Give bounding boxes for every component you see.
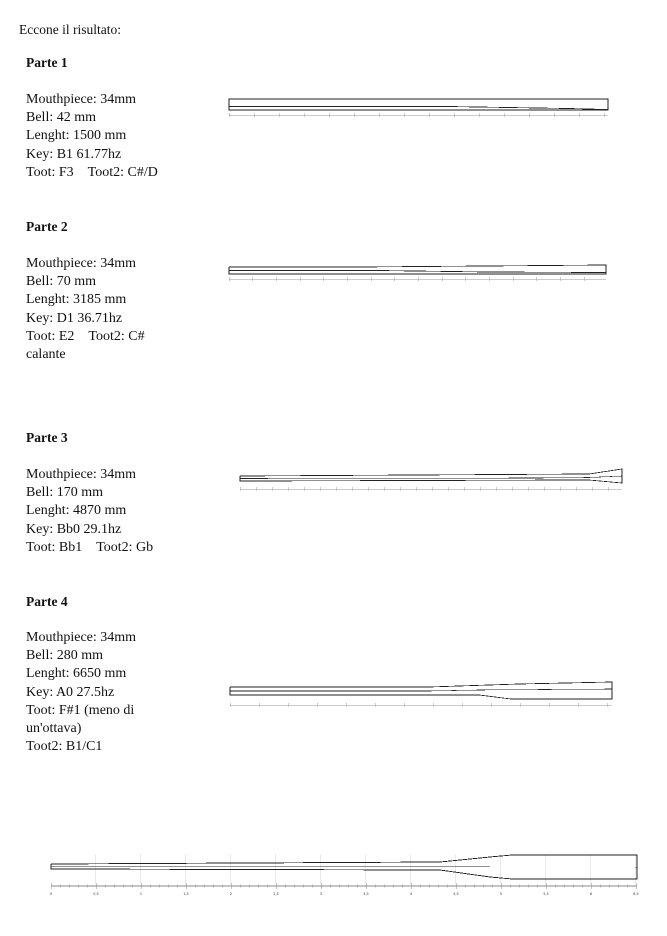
axis-tick-label: 6 [589,892,593,896]
combined-bore-profile-diagram [50,852,640,898]
length-spec: Lenght: 1500 mm [26,128,127,144]
mouthpiece-spec: Mouthpiece: 34mm [26,92,137,107]
toot2-spec: Toot2: C# [88,328,145,344]
length-spec: Lenght: 4870 mm [26,503,127,519]
toot2-spec: Toot2: B1/C1 [26,739,103,755]
mouthpiece-spec: Mouthpiece: 34mm [26,256,137,271]
key-spec: Key: A0 27.5hz [26,684,115,700]
mouthpiece-spec: Mouthpiece: 34mm [26,467,137,482]
bore-profile-diagram-3 [239,467,625,497]
spec-block-4 [26,629,136,756]
spec-block-3 [26,466,153,557]
bore-profile-diagram-1 [228,96,610,122]
axis-tick-label: 6,5 [633,892,639,896]
axis-tick-label: 3 [319,892,323,896]
key-spec: Key: Bb0 29.1hz [26,521,122,537]
bore-line [229,271,606,273]
axis-tick-label: 0 [49,892,53,896]
toot2-spec-continuation: calante [26,347,66,363]
toot2-spec: Toot2: Gb [96,539,154,555]
axis-tick-label: 0,5 [93,892,99,896]
axis-tick-label: 2,5 [273,892,279,896]
spec-block-2 [26,255,145,364]
section-title-1: Parte 1 [26,55,68,70]
toot-spec: Toot: F3 [26,164,74,180]
section-title-4: Parte 4 [26,594,68,609]
axis-tick-label: 2 [229,892,233,896]
length-spec: Lenght: 3185 mm [26,292,127,308]
spec-block-1 [26,91,158,182]
toot-spec: Toot: Bb1 [26,539,83,555]
bore-line [51,866,637,867]
toot-spec: Toot: F#1 (meno di [26,702,135,718]
profile-outline [230,682,612,699]
bore-line [229,107,608,110]
key-spec: Key: D1 36.71hz [26,310,123,326]
axis-tick-label: 1 [139,892,143,896]
axis-labels [50,892,639,896]
bore-profile-diagram-4 [229,679,615,713]
key-spec: Key: B1 61.77hz [26,146,122,162]
bell-spec: Bell: 70 mm [26,274,96,290]
toot-spec-line [26,539,153,557]
bell-spec: Bell: 42 mm [26,110,96,126]
intro-text: Eccone il risultato: [19,22,121,37]
mouthpiece-spec: Mouthpiece: 34mm [26,630,137,645]
toot-spec-continuation: un'ottava) [26,721,82,737]
axis-tick-label: 4,5 [453,892,459,896]
bore-line [240,476,622,479]
bore-profile-diagram-2 [228,262,610,288]
bell-spec: Bell: 280 mm [26,648,103,664]
toot-spec: Toot: E2 [26,328,75,344]
length-spec: Lenght: 6650 mm [26,666,127,682]
axis-tick-label: 4 [409,892,413,896]
axis-tick-label: 5,5 [543,892,549,896]
section-title-3: Parte 3 [26,430,68,445]
axis-tick-label: 1,5 [183,892,189,896]
profile-outline [240,469,622,483]
toot-spec-line [26,328,145,346]
bore-line [230,689,612,691]
axis-tick-label: 5 [499,892,503,896]
axis-tick-label: 3,5 [363,892,369,896]
section-title-2: Parte 2 [26,219,68,234]
bell-spec: Bell: 170 mm [26,485,103,501]
toot2-spec: Toot2: C#/D [87,164,158,180]
toot-spec-line [26,164,158,182]
